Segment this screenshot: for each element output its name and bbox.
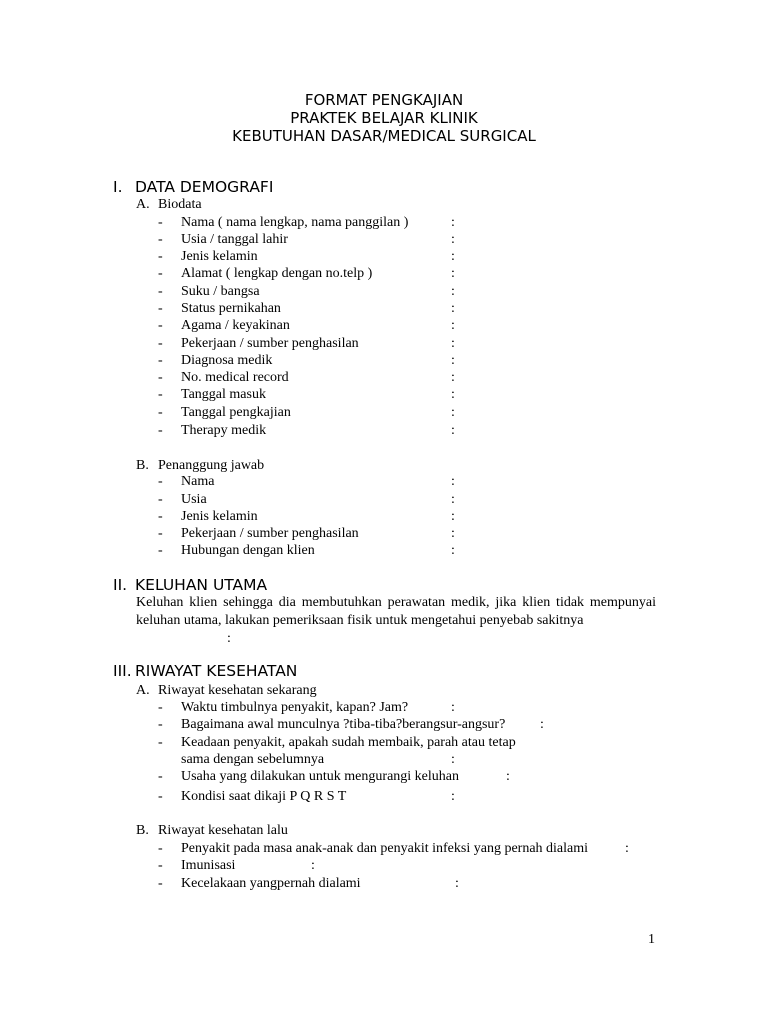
item-label: No. medical record bbox=[181, 370, 289, 385]
field-colon: : bbox=[451, 266, 455, 281]
item-label: Nama bbox=[181, 474, 215, 489]
field-colon: : bbox=[455, 876, 459, 891]
section-heading-keluhan-utama bbox=[113, 576, 267, 594]
section-number: II. bbox=[113, 576, 128, 594]
bullet-dash: - bbox=[158, 474, 163, 489]
item-label: Bagaimana awal munculnya ?tiba-tiba?berangsur-angsur? bbox=[181, 717, 506, 732]
section-number: III. bbox=[113, 662, 132, 680]
field-colon: : bbox=[451, 215, 455, 230]
section-heading-data-demografi bbox=[113, 178, 273, 196]
bullet-dash: - bbox=[158, 876, 163, 891]
bullet-dash: - bbox=[158, 405, 163, 420]
item-label: Tanggal masuk bbox=[181, 387, 266, 402]
bullet-dash: - bbox=[158, 353, 163, 368]
section-number: I. bbox=[113, 178, 123, 196]
item-label: Keadaan penyakit, apakah sudah membaik, parah atau tetap bbox=[181, 735, 516, 750]
section-title: DATA DEMOGRAFI bbox=[135, 178, 274, 196]
page-number: 1 bbox=[648, 932, 655, 947]
subsection-letter: A. bbox=[136, 683, 150, 698]
item-label: Alamat ( lengkap dengan no.telp ) bbox=[181, 266, 373, 281]
item-label: Penyakit pada masa anak-anak dan penyakit infeksi yang pernah dialami bbox=[181, 841, 589, 856]
subsection-penanggung-jawab bbox=[136, 457, 264, 474]
item-label: Kecelakaan yangpernah dialami bbox=[181, 876, 361, 891]
bullet-dash: - bbox=[158, 492, 163, 507]
field-colon: : bbox=[451, 526, 455, 541]
bullet-dash: - bbox=[158, 215, 163, 230]
bullet-dash: - bbox=[158, 232, 163, 247]
subsection-riwayat-lalu bbox=[136, 822, 288, 839]
field-colon: : bbox=[451, 474, 455, 489]
item-label: Usaha yang dilakukan untuk mengurangi keluhan bbox=[181, 769, 459, 784]
item-label: Therapy medik bbox=[181, 423, 267, 438]
item-label: Status pernikahan bbox=[181, 301, 281, 316]
field-colon: : bbox=[451, 232, 455, 247]
bullet-dash: - bbox=[158, 284, 163, 299]
keluhan-utama-paragraph bbox=[136, 594, 656, 629]
subsection-title: Biodata bbox=[158, 197, 202, 212]
item-label: Agama / keyakinan bbox=[181, 318, 290, 333]
doc-title-line-2: PRAKTEK BELAJAR KLINIK bbox=[290, 109, 478, 127]
bullet-dash: - bbox=[158, 526, 163, 541]
field-colon: : bbox=[451, 336, 455, 351]
bullet-dash: - bbox=[158, 301, 163, 316]
bullet-dash: - bbox=[158, 717, 163, 732]
field-colon: : bbox=[451, 249, 455, 264]
field-colon: : bbox=[451, 752, 455, 767]
item-label: Jenis kelamin bbox=[181, 249, 258, 264]
bullet-dash: - bbox=[158, 789, 163, 804]
section-heading-riwayat-kesehatan bbox=[113, 662, 297, 680]
item-label: Usia / tanggal lahir bbox=[181, 232, 288, 247]
item-label: Kondisi saat dikaji P Q R S T bbox=[181, 789, 347, 804]
doc-title-line-3: KEBUTUHAN DASAR/MEDICAL SURGICAL bbox=[232, 127, 536, 145]
paragraph-text: Keluhan klien sehingga dia membutuhkan perawatan medik, jika klien tidak mempunyai keluhan utama, lakukan pemeriksaan fisik untuk mengetahui penyebab sakitnya bbox=[136, 595, 656, 628]
field-colon: : bbox=[451, 318, 455, 333]
item-label: Diagnosa medik bbox=[181, 353, 273, 368]
item-label: Waktu timbulnya penyakit, kapan? Jam? bbox=[181, 700, 409, 715]
field-colon: : bbox=[451, 423, 455, 438]
field-colon: : bbox=[451, 492, 455, 507]
item-label: Tanggal pengkajian bbox=[181, 405, 291, 420]
bullet-dash: - bbox=[158, 858, 163, 873]
subsection-title: Riwayat kesehatan sekarang bbox=[158, 683, 317, 698]
subsection-letter: A. bbox=[136, 197, 150, 212]
bullet-dash: - bbox=[158, 769, 163, 784]
subsection-title: Penanggung jawab bbox=[158, 458, 265, 473]
bullet-dash: - bbox=[158, 735, 163, 750]
bullet-dash: - bbox=[158, 336, 163, 351]
field-colon: : bbox=[451, 353, 455, 368]
field-colon: : bbox=[451, 700, 455, 715]
field-colon: : bbox=[451, 370, 455, 385]
field-colon: : bbox=[451, 387, 455, 402]
item-label: Pekerjaan / sumber penghasilan bbox=[181, 336, 359, 351]
field-colon: : bbox=[227, 631, 231, 646]
item-label: Pekerjaan / sumber penghasilan bbox=[181, 526, 359, 541]
item-label: Imunisasi bbox=[181, 858, 236, 873]
bullet-dash: - bbox=[158, 370, 163, 385]
doc-title-line-1: FORMAT PENGKAJIAN bbox=[304, 91, 464, 109]
item-label: Jenis kelamin bbox=[181, 509, 258, 524]
subsection-riwayat-sekarang bbox=[136, 682, 317, 699]
bullet-dash: - bbox=[158, 543, 163, 558]
field-colon: : bbox=[451, 543, 455, 558]
section-title: KELUHAN UTAMA bbox=[135, 576, 268, 594]
field-colon: : bbox=[451, 284, 455, 299]
bullet-dash: - bbox=[158, 249, 163, 264]
item-label: Nama ( nama lengkap, nama panggilan ) bbox=[181, 215, 409, 230]
field-colon: : bbox=[451, 301, 455, 316]
subsection-biodata bbox=[136, 196, 202, 213]
field-colon: : bbox=[540, 717, 544, 732]
item-label: Hubungan dengan klien bbox=[181, 543, 315, 558]
bullet-dash: - bbox=[158, 387, 163, 402]
item-label: sama dengan sebelumnya bbox=[181, 752, 325, 767]
field-colon: : bbox=[451, 789, 455, 804]
bullet-dash: - bbox=[158, 841, 163, 856]
field-colon: : bbox=[506, 769, 510, 784]
bullet-dash: - bbox=[158, 423, 163, 438]
bullet-dash: - bbox=[158, 266, 163, 281]
item-label: Suku / bangsa bbox=[181, 284, 260, 299]
bullet-dash: - bbox=[158, 318, 163, 333]
field-colon: : bbox=[311, 858, 315, 873]
field-colon: : bbox=[451, 509, 455, 524]
field-colon: : bbox=[451, 405, 455, 420]
subsection-letter: B. bbox=[136, 823, 149, 838]
subsection-letter: B. bbox=[136, 458, 149, 473]
item-label: Usia bbox=[181, 492, 207, 507]
section-title: RIWAYAT KESEHATAN bbox=[135, 662, 298, 680]
subsection-title: Riwayat kesehatan lalu bbox=[158, 823, 288, 838]
bullet-dash: - bbox=[158, 700, 163, 715]
field-colon: : bbox=[625, 841, 629, 856]
bullet-dash: - bbox=[158, 509, 163, 524]
